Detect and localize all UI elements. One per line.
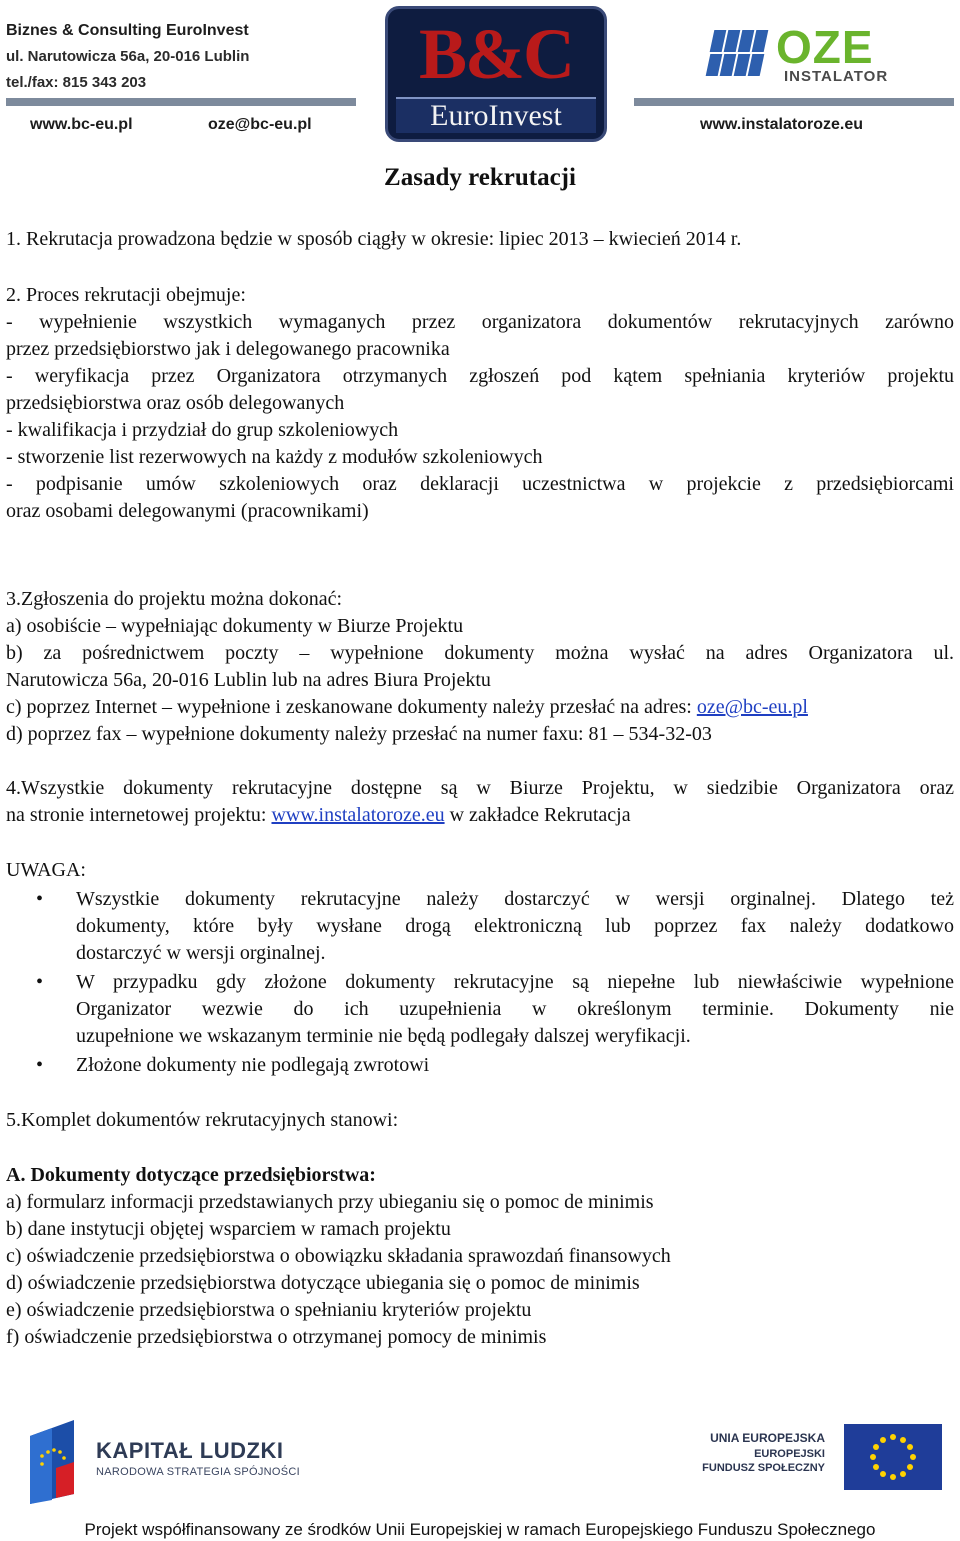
email-link[interactable]: oze@bc-eu.pl [696,696,808,718]
document-item: c) oświadczenie przedsiębiorstwa o obowiązku składania sprawozdań finansowych [6,1245,671,1267]
section-2-line: - kwalifikacja i przydział do grup szkoleniowych [6,419,399,441]
uwaga-item-1-line: dokumenty, które były wysłane drogą elektroniczną lub poprzez fax należy dodatkowo [76,915,954,937]
uwaga-item-1 [6,886,954,967]
section-5-heading: 5.Komplet dokumentów rekrutacyjnych stanowi: [6,1109,399,1131]
instalator-logo-text: INSTALATOR [784,68,889,85]
header-bar-right [634,98,954,106]
euroinvest-logo-text: EuroInvest [396,97,596,133]
section-5 [6,1107,954,1134]
section-1-text: 1. Rekrutacja prowadzona będzie w sposób ciągły w okresie: lipiec 2013 – kwiecień 2014 r. [6,228,742,250]
uwaga-item-3-line: Złożone dokumenty nie podlegają zwrotowi [76,1054,430,1076]
kapital-ludzki-logo-icon [22,1416,82,1508]
section-5-documents [6,1162,954,1351]
company-phone: tel./fax: 815 343 203 [6,74,147,91]
bullet-icon: • [36,888,44,910]
header-bar-left [6,98,356,106]
eu-title: UNIA EUROPEJSKA [710,1431,825,1445]
section-2-heading: 2. Proces rekrutacji obejmuje: [6,284,246,306]
page-title: Zasady rekrutacji [384,164,576,191]
section-4-suffix: w zakładce Rekrutacja [444,804,631,826]
section-2-line: przedsiębiorstwa oraz osób delegowanych [6,392,345,414]
eu-logo-text [697,1430,825,1475]
uwaga-heading-block [6,857,954,884]
document-item: e) oświadczenie przedsiębiorstwa o spełnianiu kryteriów projektu [6,1299,532,1321]
company-name: Biznes & Consulting EuroInvest [6,22,249,39]
cofinancing-note: Projekt współfinansowany ze środków Unii Europejskiej w ramach Europejskiego Funduszu Społecznego [84,1520,876,1539]
section-2-line: - wypełnienie wszystkich wymaganych przez organizatora dokumentów rekrutacyjnych zarówno [6,311,954,333]
section-2 [6,282,954,525]
document-item: f) oświadczenie przedsiębiorstwa o otrzymanej pomocy de minimis [6,1326,547,1348]
section-4-line-2 [6,802,954,829]
eu-logo [697,1424,942,1494]
uwaga-item-1-line: Wszystkie dokumenty rekrutacyjne należy dostarczyć w wersji orginalnej. Dlatego też [76,888,954,910]
eu-flag-icon [844,1424,942,1490]
section-4-text: na stronie internetowej projektu: [6,804,272,826]
uwaga-item-2-line: uzupełnione we wskazanym terminie nie będą podlegały dalszej weryfikacji. [76,1025,691,1047]
section-2-line: - stworzenie list rezerwowych na każdy z modułów szkoleniowych [6,446,543,468]
section-4 [6,775,954,829]
bc-euroinvest-logo [385,6,607,142]
eu-fund-line-1: EUROPEJSKI [754,1448,825,1460]
section-3-option-b-cont: Narutowicza 56a, 20-016 Lublin lub na adres Biura Projektu [6,669,491,691]
section-5-subheading: A. Dokumenty dotyczące przedsiębiorstwa: [6,1164,376,1186]
section-2-line: - weryfikacja przez Organizatora otrzymanych zgłoszeń pod kątem spełniania kryteriów projektu [6,365,954,387]
uwaga-item-3 [6,1052,954,1079]
footer [0,1410,960,1541]
project-website-link[interactable]: www.instalatoroze.eu [271,804,445,826]
company-website: www.bc-eu.pl [30,116,133,133]
section-3-option-d: d) poprzez fax – wypełnione dokumenty należy przesłać na numer faxu: 81 – 534-32-03 [6,723,712,745]
company-address: ul. Narutowicza 56a, 20-016 Lublin [6,48,250,65]
uwaga-item-2-line: Organizator wezwie do ich uzupełnienia w określonym terminie. Dokumenty nie [76,998,954,1020]
company-email: oze@bc-eu.pl [208,116,312,133]
company-info [6,18,356,96]
section-3-option-c [6,694,954,721]
kapital-ludzki-subtitle: NARODOWA STRATEGIA SPÓJNOŚCI [96,1466,300,1478]
solar-panels-icon [708,28,770,76]
section-3-option-c-text: c) poprzez Internet – wypełnione i zeskanowane dokumenty należy przesłać na adres: [6,696,697,718]
document-item: a) formularz informacji przedstawianych przy ubieganiu się o pomoc de minimis [6,1191,654,1213]
eu-fund-line-2: FUNDUSZ SPOŁECZNY [702,1462,825,1474]
section-3-heading: 3.Zgłoszenia do projektu można dokonać: [6,588,343,610]
section-2-line: oraz osobami delegowanymi (pracownikami) [6,500,369,522]
section-3-option-b: b) za pośrednictwem poczty – wypełnione dokumenty można wysłać na adres Organizatora ul. [6,642,954,664]
uwaga-item-2-line: W przypadku gdy złożone dokumenty rekrutacyjne są niepełne lub niewłaściwie wypełnione [76,971,954,993]
uwaga-item-2 [6,969,954,1050]
oze-logo-text: OZE [776,21,874,73]
section-2-line: - podpisanie umów szkoleniowych oraz deklaracji uczestnictwa w projekcie z przedsiębiorcami [6,473,954,495]
section-3-option-a: a) osobiście – wypełniając dokumenty w Biurze Projektu [6,615,464,637]
bullet-icon: • [36,971,44,993]
document-item: b) dane instytucji objętej wsparciem w ramach projektu [6,1218,451,1240]
oze-instalator-logo [700,22,900,92]
document-item: d) oświadczenie przedsiębiorstwa dotyczące ubiegania się o pomoc de minimis [6,1272,640,1294]
letterhead [0,0,960,150]
project-website: www.instalatoroze.eu [700,116,863,133]
section-2-line: przez przedsiębiorstwo jak i delegowanego pracownika [6,338,450,360]
uwaga-list [6,886,954,1079]
section-3 [6,586,954,748]
section-4-line-1: 4.Wszystkie dokumenty rekrutacyjne dostępne są w Biurze Projektu, w siedzibie Organizatora oraz [6,777,954,799]
kapital-ludzki-title: KAPITAŁ LUDZKI [96,1438,284,1463]
section-1 [6,226,954,253]
bc-logo-text: B&C [419,14,573,94]
uwaga-heading: UWAGA: [6,859,86,881]
bullet-icon: • [36,1054,44,1076]
uwaga-item-1-line: dostarczyć w wersji orginalnej. [76,942,326,964]
